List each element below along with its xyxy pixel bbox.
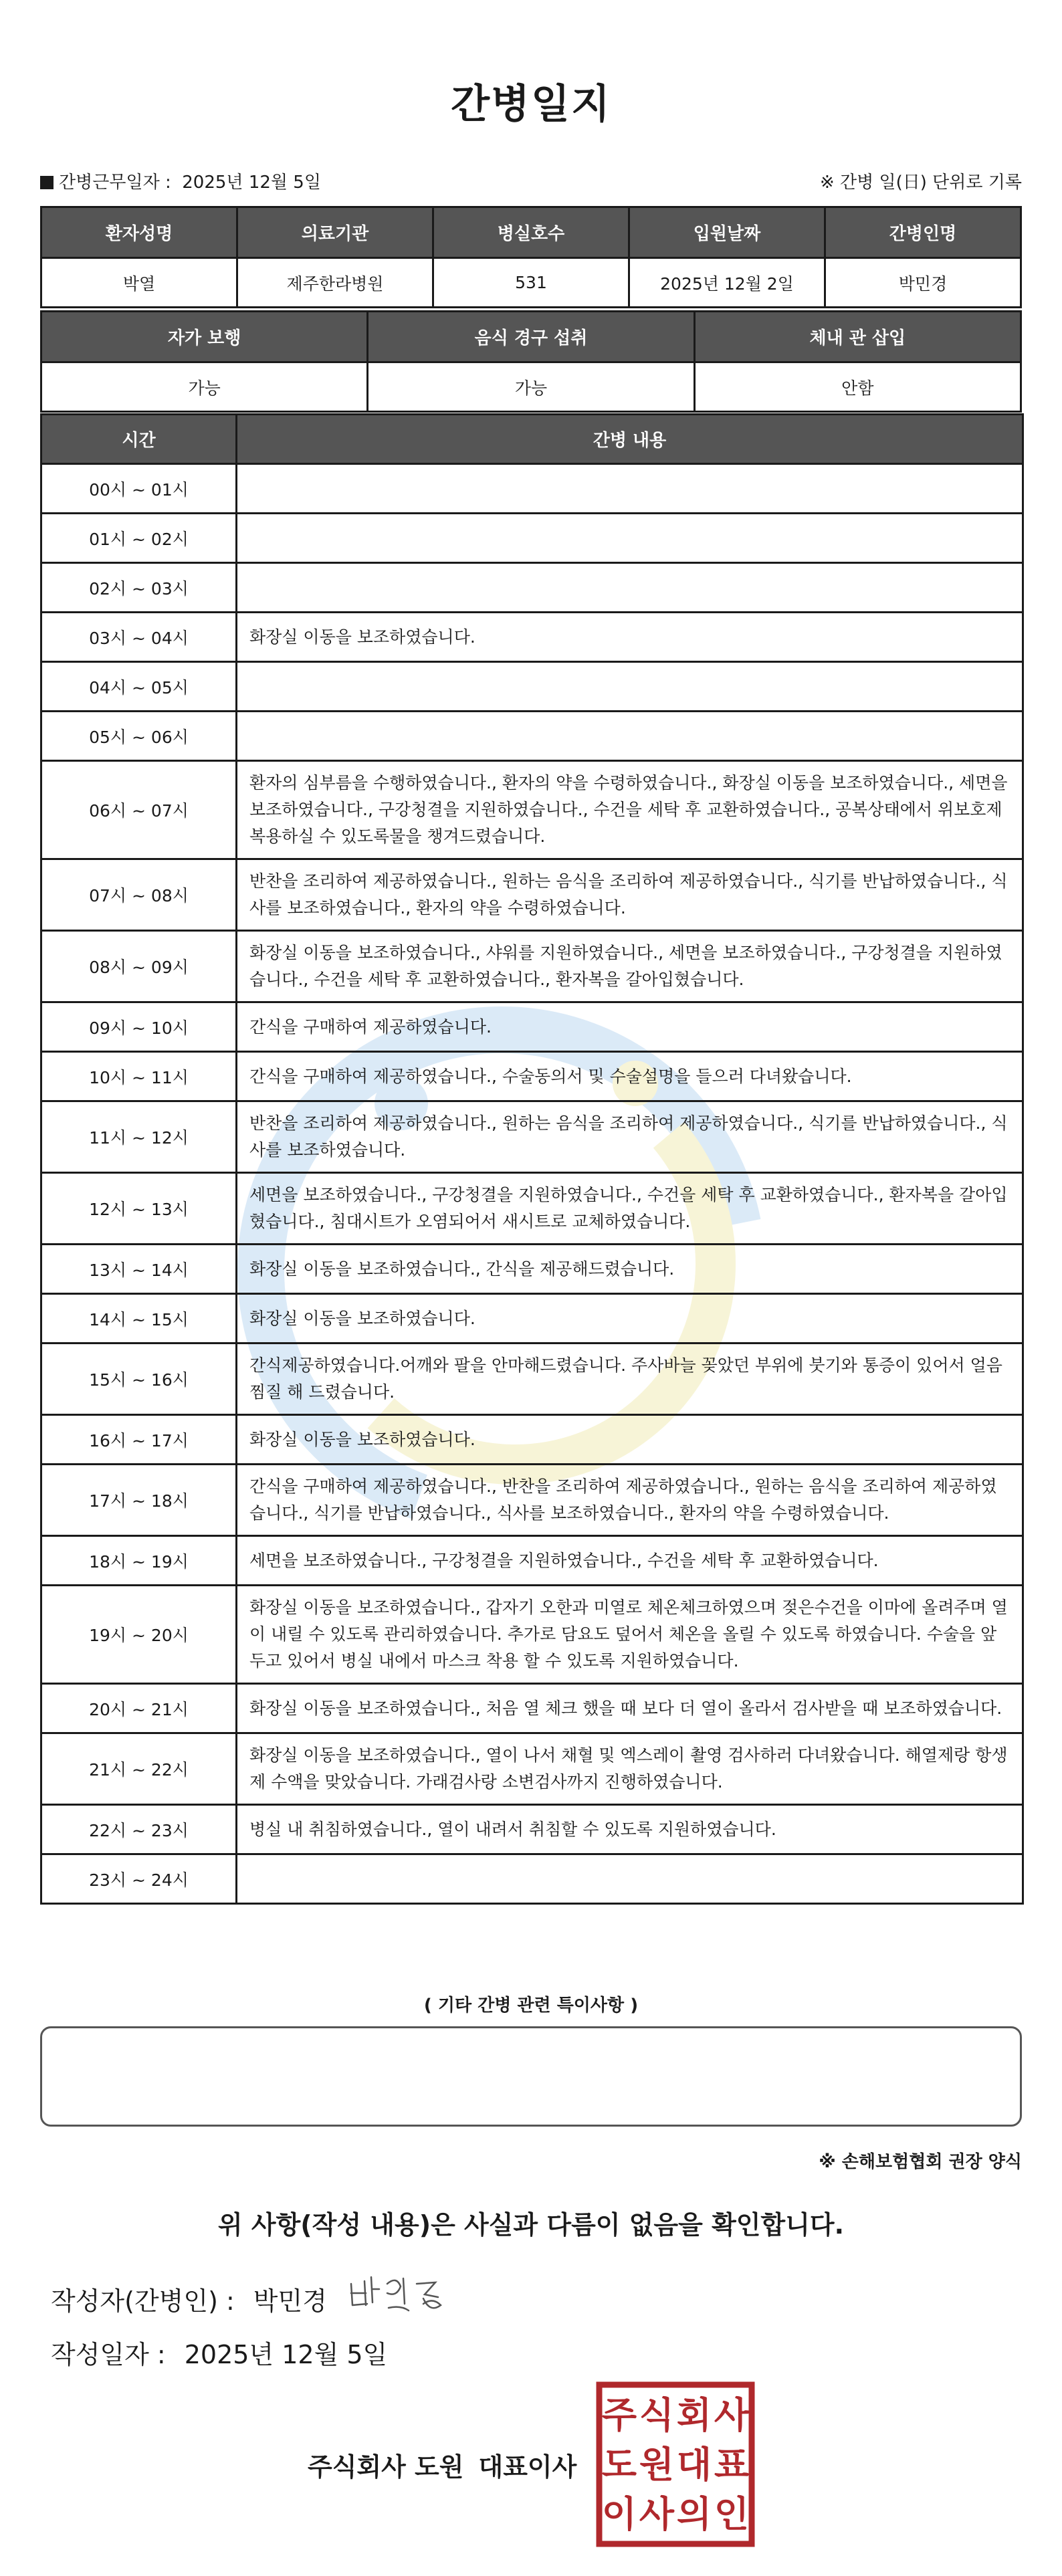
care-log-row [41, 1245, 1023, 1294]
care-log-body [41, 464, 1023, 1904]
care-log-row [41, 1415, 1023, 1465]
care-log-row [41, 761, 1023, 859]
patient-info-value-row [41, 258, 1021, 308]
hospital: 제주한라병원 [237, 258, 433, 308]
patient-status-table [40, 310, 1022, 413]
care-log-table [40, 413, 1024, 1905]
write-date-line [51, 2334, 387, 2371]
care-log-content: 간식을 구매하여 제공하였습니다., 수술동의서 및 수술설명을 들으러 다녀왔습니다. [237, 1052, 1023, 1101]
writer-line [51, 2280, 327, 2317]
header-walking: 자가 보행 [41, 312, 368, 362]
seal-character: 인 [714, 2493, 750, 2535]
special-notes-box [40, 2026, 1022, 2127]
care-log-row [41, 859, 1023, 931]
care-log-header-row [41, 415, 1023, 464]
care-log-time: 17시 ~ 18시 [41, 1465, 237, 1536]
care-log-content: 간식을 구매하여 제공하였습니다., 반찬을 조리하여 제공하였습니다., 원하는 음식을 조리하여 제공하였습니다., 식기를 반납하였습니다., 식사를 보조하였습니다., 환자의 약을 수령하였습니다. [237, 1465, 1023, 1536]
seal-character: 회 [676, 2394, 712, 2436]
header-room-number: 병실호수 [433, 207, 629, 258]
care-log-row [41, 1101, 1023, 1173]
patient-status-header-row [41, 312, 1021, 362]
seal-character: 사 [639, 2493, 675, 2535]
header-hospital: 의료기관 [237, 207, 433, 258]
care-log-row [41, 563, 1023, 613]
care-log-content: 화장실 이동을 보조하였습니다., 갑자기 오한과 미열로 체온체크하였으며 젖은수건을 이마에 올려주며 열이 내릴 수 있도록 관리하였습니다. 추가로 담요도 덮어서 체온을 올릴 수 있도록 하였습니다. 수술을 앞두고 있어서 병실 내에서 마스크 착용 할 수 있도록 지원하였습니다. [237, 1586, 1023, 1684]
care-log-time: 05시 ~ 06시 [41, 712, 237, 761]
header-care-content: 간병 내용 [237, 415, 1023, 464]
header-oral-intake: 음식 경구 섭취 [368, 312, 694, 362]
seal-character: 표 [714, 2444, 750, 2486]
care-log-row [41, 464, 1023, 514]
meta-row [40, 169, 1022, 195]
care-log-time: 01시 ~ 02시 [41, 514, 237, 563]
special-notes-title: ( 기타 간병 관련 특이사항 ) [423, 1996, 639, 2016]
care-log-row [41, 514, 1023, 563]
care-log-content: 세면을 보조하였습니다., 구강청결을 지원하였습니다., 수건을 세탁 후 교환하였습니다., 환자복을 갈아입혔습니다., 침대시트가 오염되어서 새시트로 교체하였습니다. [237, 1173, 1023, 1245]
representative-title: 대표이사 [478, 2452, 577, 2482]
care-log-time: 02시 ~ 03시 [41, 563, 237, 613]
care-log-row [41, 662, 1023, 712]
tube-insertion-status: 안함 [694, 362, 1021, 412]
company-seal-stamp [595, 2381, 756, 2548]
seal-character: 사 [714, 2394, 750, 2436]
work-date-value: 2025년 12월 5일 [182, 173, 321, 193]
admission-date: 2025년 12월 2일 [629, 258, 825, 308]
care-log-row [41, 931, 1023, 1002]
seal-character: 식 [639, 2394, 675, 2436]
seal-character: 이 [601, 2493, 637, 2535]
care-log-content: 반찬을 조리하여 제공하였습니다., 원하는 음식을 조리하여 제공하였습니다., 식기를 반납하였습니다., 식사를 보조하였습니다., 환자의 약을 수령하였습니다. [237, 859, 1023, 931]
care-log-content [237, 514, 1023, 563]
care-log-time: 07시 ~ 08시 [41, 859, 237, 931]
care-log-content: 화장실 이동을 보조하였습니다., 열이 나서 채혈 및 엑스레이 촬영 검사하러 다녀왔습니다. 해열제랑 항생제 수액을 맞았습니다. 가래검사랑 소변검사까지 진행하였습니다. [237, 1733, 1023, 1805]
caregiver-name: 박민경 [825, 258, 1021, 308]
care-log-time: 12시 ~ 13시 [41, 1173, 237, 1245]
write-date-value: 2025년 12월 5일 [184, 2340, 388, 2369]
company-name: 주식회사 도원 [308, 2452, 464, 2482]
header-admission-date: 입원날짜 [629, 207, 825, 258]
work-date-label: 간병근무일자 : [59, 173, 171, 193]
recommend-note: ※ 손해보험협회 권장 양식 [819, 2152, 1022, 2172]
care-log-row [41, 1854, 1023, 1904]
care-log-row [41, 1733, 1023, 1805]
care-log-time: 04시 ~ 05시 [41, 662, 237, 712]
care-log-content [237, 662, 1023, 712]
patient-info-header-row [41, 207, 1021, 258]
square-bullet-icon [40, 176, 54, 189]
handwritten-signature [344, 2264, 451, 2324]
company-line [308, 2446, 576, 2483]
header-time: 시간 [41, 415, 237, 464]
care-log-content: 화장실 이동을 보조하였습니다., 샤워를 지원하였습니다., 세면을 보조하였습니다., 구강청결을 지원하였습니다., 수건을 세탁 후 교환하였습니다., 환자복을 갈아입혔습니다. [237, 931, 1023, 1002]
confirmation-statement: 위 사항(작성 내용)은 사실과 다름이 없음을 확인합니다. [217, 2210, 845, 2240]
care-log-content: 화장실 이동을 보조하였습니다. [237, 1415, 1023, 1465]
write-date-label: 작성일자 : [51, 2340, 166, 2369]
unit-note: ※ 간병 일(日) 단위로 기록 [819, 173, 1022, 193]
care-log-content: 간식제공하였습니다.어깨와 팔을 안마해드렸습니다. 주사바늘 꽂았던 부위에 붓기와 통증이 있어서 얼음찜질 해 드렸습니다. [237, 1344, 1023, 1415]
document-title: 간병일지 [451, 81, 611, 128]
header-patient-name: 환자성명 [41, 207, 237, 258]
care-log-content [237, 464, 1023, 514]
care-log-time: 06시 ~ 07시 [41, 761, 237, 859]
seal-character: 의 [676, 2493, 712, 2535]
care-log-time: 18시 ~ 19시 [41, 1536, 237, 1586]
care-log-row [41, 1536, 1023, 1586]
care-log-row [41, 1173, 1023, 1245]
care-log-row [41, 1002, 1023, 1052]
care-log-row [41, 1684, 1023, 1733]
care-log-time: 19시 ~ 20시 [41, 1586, 237, 1684]
header-caregiver-name: 간병인명 [825, 207, 1021, 258]
care-log-time: 15시 ~ 16시 [41, 1344, 237, 1415]
care-log-time: 11시 ~ 12시 [41, 1101, 237, 1173]
care-log-content: 환자의 심부름을 수행하였습니다., 환자의 약을 수령하였습니다., 화장실 이동을 보조하였습니다., 세면을 보조하였습니다., 구강청결을 지원하였습니다., 수건을 세탁 후 교환하였습니다., 공복상태에서 위보호제 복용하실 수 있도록물을 챙겨드렸습니다. [237, 761, 1023, 859]
walking-status: 가능 [41, 362, 368, 412]
care-log-content: 화장실 이동을 보조하였습니다. [237, 1294, 1023, 1344]
care-log-time: 16시 ~ 17시 [41, 1415, 237, 1465]
care-log-row [41, 1465, 1023, 1536]
care-log-row [41, 1805, 1023, 1854]
writer-name: 박민경 [253, 2286, 327, 2316]
care-log-time: 21시 ~ 22시 [41, 1733, 237, 1805]
care-log-content: 화장실 이동을 보조하였습니다., 간식을 제공해드렸습니다. [237, 1245, 1023, 1294]
seal-character: 주 [601, 2394, 637, 2436]
seal-character: 도 [601, 2444, 637, 2486]
care-log-row [41, 613, 1023, 662]
care-log-content [237, 712, 1023, 761]
care-log-row [41, 1586, 1023, 1684]
care-log-time: 20시 ~ 21시 [41, 1684, 237, 1733]
care-log-content: 병실 내 취침하였습니다., 열이 내려서 취침할 수 있도록 지원하였습니다. [237, 1805, 1023, 1854]
patient-status-value-row [41, 362, 1021, 412]
room-number: 531 [433, 258, 629, 308]
header-tube-insertion: 체내 관 삽입 [694, 312, 1021, 362]
seal-character: 대 [676, 2444, 712, 2486]
care-log-content [237, 1854, 1023, 1904]
care-log-row [41, 1344, 1023, 1415]
care-log-content: 간식을 구매하여 제공하였습니다. [237, 1002, 1023, 1052]
patient-info-table [40, 206, 1022, 308]
care-log-content: 화장실 이동을 보조하였습니다. [237, 613, 1023, 662]
writer-label: 작성자(간병인) : [51, 2286, 235, 2316]
care-log-time: 23시 ~ 24시 [41, 1854, 237, 1904]
seal-character: 원 [639, 2444, 675, 2486]
care-log-time: 10시 ~ 11시 [41, 1052, 237, 1101]
care-log-time: 08시 ~ 09시 [41, 931, 237, 1002]
care-log-time: 13시 ~ 14시 [41, 1245, 237, 1294]
work-date [40, 169, 321, 193]
care-log-content: 화장실 이동을 보조하였습니다., 처음 열 체크 했을 때 보다 더 열이 올라서 검사받을 때 보조하였습니다. [237, 1684, 1023, 1733]
care-log-time: 03시 ~ 04시 [41, 613, 237, 662]
care-log-time: 14시 ~ 15시 [41, 1294, 237, 1344]
care-log-time: 22시 ~ 23시 [41, 1805, 237, 1854]
care-log-content: 세면을 보조하였습니다., 구강청결을 지원하였습니다., 수건을 세탁 후 교환하였습니다. [237, 1536, 1023, 1586]
care-log-content [237, 563, 1023, 613]
care-log-time: 00시 ~ 01시 [41, 464, 237, 514]
care-log-content: 반찬을 조리하여 제공하였습니다., 원하는 음식을 조리하여 제공하였습니다., 식기를 반납하였습니다., 식사를 보조하였습니다. [237, 1101, 1023, 1173]
care-log-row [41, 1052, 1023, 1101]
patient-name: 박열 [41, 258, 237, 308]
care-log-time: 09시 ~ 10시 [41, 1002, 237, 1052]
care-log-row [41, 1294, 1023, 1344]
care-log-row [41, 712, 1023, 761]
oral-intake-status: 가능 [368, 362, 694, 412]
